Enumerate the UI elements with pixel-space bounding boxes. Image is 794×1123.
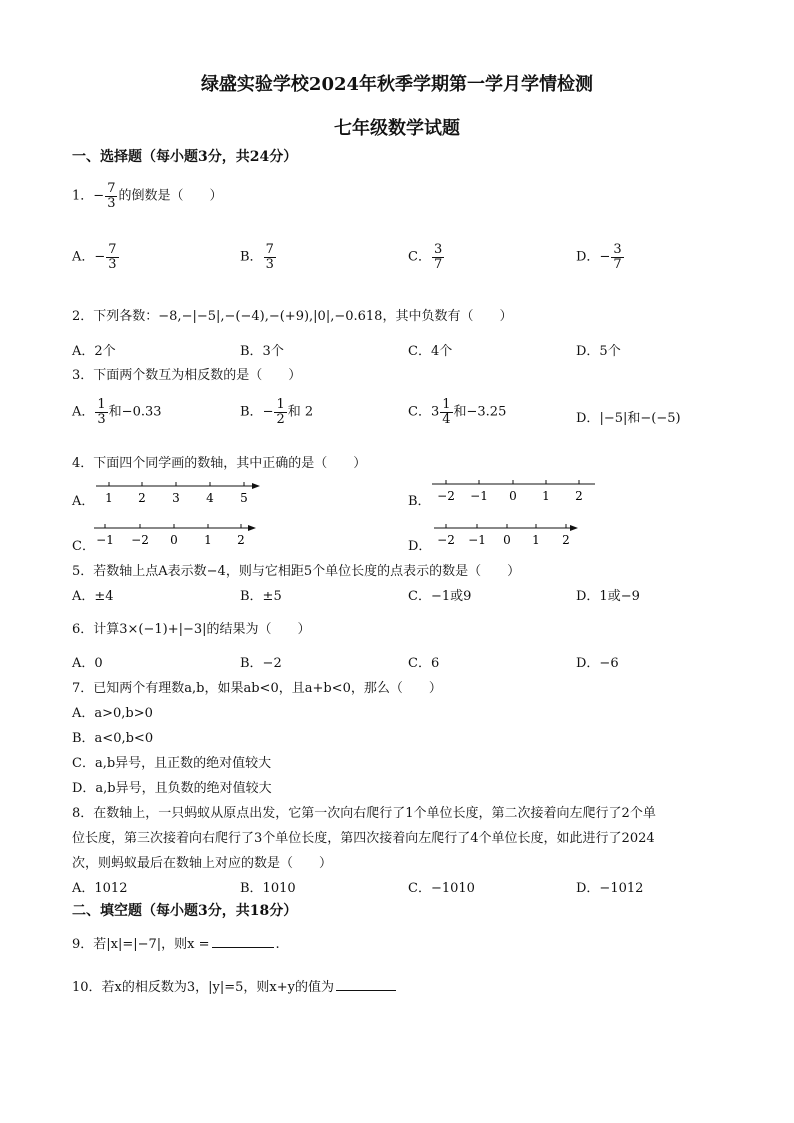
q3-option-c[interactable] (408, 398, 506, 426)
q1-option-d[interactable] (576, 243, 625, 271)
question-9 (72, 933, 280, 952)
denominator: 3 (108, 256, 117, 272)
question-text: 10．若x的相反数为3，|y|=5，则x+y的值为 (72, 980, 334, 995)
tick-label: 1 (542, 489, 550, 503)
question-number: 1． (72, 188, 94, 204)
question-8-line-2: 位长度，第三次接着向右爬行了3个单位长度，第四次接着向左爬行了4个单位长度，如此进行了2024 (72, 831, 655, 846)
q7-option-d[interactable]: D．a,b异号，且负数的绝对值较大 (72, 781, 272, 796)
tick-label: 2 (562, 533, 570, 547)
q5-option-c[interactable]: C．−1或9 (408, 589, 472, 604)
option-sign: − (262, 404, 274, 420)
q6-option-c[interactable]: C．6 (408, 656, 440, 671)
tick-label: −1 (96, 533, 114, 547)
q1-option-c[interactable] (408, 243, 445, 271)
q2-option-c[interactable]: C．4个 (408, 344, 453, 359)
question-8-line-3: 次，则蚂蚁最后在数轴上对应的数是（ ） (72, 856, 333, 871)
q6-option-a[interactable]: A．0 (72, 656, 103, 671)
tick-label: 1 (532, 533, 540, 547)
option-label: D． (576, 411, 600, 426)
option-fraction (440, 398, 452, 426)
option-label: D． (576, 249, 600, 265)
option-label: A． (72, 249, 95, 265)
option-fraction (264, 243, 276, 271)
exam-title: 绿盛实验学校2024年秋季学期第一学月学情检测 (200, 74, 594, 95)
option-fraction (611, 243, 623, 271)
option-text: 和−3.25 (453, 404, 507, 420)
tick-label: −2 (437, 533, 455, 547)
tick-label: −1 (470, 489, 488, 503)
q5-option-b[interactable]: B．±5 (240, 589, 282, 604)
q5-option-d[interactable]: D．1或−9 (576, 589, 640, 604)
q3-option-a[interactable] (72, 398, 162, 426)
option-fraction (106, 243, 118, 271)
question-3-stem: 3．下面两个数互为相反数的是（ ） (72, 368, 302, 383)
question-text: 的倒数是（ ） (118, 188, 223, 204)
tick-label: 0 (170, 533, 178, 547)
option-label: C． (408, 404, 431, 420)
answer-blank[interactable] (212, 947, 274, 948)
numerator: 7 (108, 242, 117, 257)
tick-label: 0 (503, 533, 511, 547)
question-8-line-1: 8．在数轴上，一只蚂蚁从原点出发，它第一次向右爬行了1个单位长度，第二次接着向左爬行了2个单 (72, 806, 656, 821)
tick-label: −1 (468, 533, 486, 547)
denominator: 4 (442, 411, 451, 427)
arrow-head (252, 483, 260, 489)
q4-number-line-c (92, 520, 262, 550)
q5-option-a[interactable]: A．±4 (72, 589, 114, 604)
q7-option-b[interactable]: B．a<0,b<0 (72, 731, 154, 746)
q6-option-b[interactable]: B．−2 (240, 656, 282, 671)
denominator: 3 (265, 256, 274, 272)
tick-label: −2 (437, 489, 455, 503)
question-1-stem (72, 182, 222, 210)
q8-option-c[interactable]: C．−1010 (408, 881, 475, 896)
question-5-stem: 5．若数轴上点A表示数−4，则与它相距5个单位长度的点表示的数是（ ） (72, 564, 521, 579)
option-sign: − (599, 249, 611, 265)
numerator: 7 (107, 181, 116, 196)
section-heading-choice: 一、选择题（每小题3分，共24分） (72, 149, 298, 165)
numerator: 7 (265, 242, 274, 257)
q4-number-line-a (94, 478, 264, 508)
option-text: 和−0.33 (108, 404, 162, 420)
question-text: 9．若|x|=|−7|，则x = (72, 937, 210, 952)
fraction (105, 182, 117, 210)
q4-number-line-d (432, 520, 592, 550)
q4-option-d-label[interactable]: D． (408, 539, 432, 554)
question-2-stem: 2．下列各数：−8,−|−5|,−(−4),−(+9),|0|,−0.618，其中负数有（ ） (72, 309, 513, 324)
q4-number-line-b (430, 476, 600, 506)
q3-option-b[interactable] (240, 398, 313, 426)
question-10 (72, 976, 396, 995)
q2-option-d[interactable]: D．5个 (576, 344, 621, 359)
denominator: 3 (97, 411, 106, 427)
tick-label: 2 (138, 491, 146, 505)
numerator: 3 (613, 242, 622, 257)
numerator: 1 (442, 397, 451, 412)
section-heading-fill-in: 二、填空题（每小题3分，共18分） (72, 903, 298, 919)
arrow-head (248, 525, 256, 531)
q1-option-a[interactable] (72, 243, 120, 271)
tick-label: 3 (172, 491, 180, 505)
denominator: 3 (107, 195, 116, 211)
q7-option-c[interactable]: C．a,b异号，且正数的绝对值较大 (72, 756, 272, 771)
q4-option-c-label[interactable]: C． (72, 539, 95, 554)
tick-label: 2 (237, 533, 245, 547)
option-fraction (432, 243, 444, 271)
option-fraction (95, 398, 107, 426)
denominator: 7 (433, 256, 443, 272)
tick-label: 1 (105, 491, 113, 505)
tick-label: 2 (575, 489, 583, 503)
arrow-head (570, 525, 578, 531)
q1-option-b[interactable] (240, 243, 277, 271)
question-7-stem: 7．已知两个有理数a,b，如果ab<0，且a+b<0，那么（ ） (72, 681, 442, 696)
question-4-stem: 4．下面四个同学画的数轴，其中正确的是（ ） (72, 456, 367, 471)
q7-option-a[interactable]: A．a>0,b>0 (72, 706, 153, 721)
tick-label: 0 (509, 489, 517, 503)
minus-sign: − (93, 188, 105, 204)
option-label: C． (408, 249, 431, 265)
tick-label: −2 (131, 533, 149, 547)
option-label: B． (240, 249, 263, 265)
exam-subtitle: 七年级数学试题 (334, 118, 460, 139)
answer-blank[interactable] (336, 990, 396, 991)
q8-option-a[interactable]: A．1012 (72, 881, 128, 896)
q8-option-b[interactable]: B．1010 (240, 881, 296, 896)
option-label: A． (72, 404, 95, 420)
q3-option-d[interactable] (576, 407, 681, 426)
question-6-stem: 6．计算3×(−1)+|−3|的结果为（ ） (72, 622, 311, 637)
q6-option-d[interactable]: D．−6 (576, 656, 619, 671)
tick-label: 4 (206, 491, 214, 505)
q8-option-d[interactable]: D．−1012 (576, 881, 644, 896)
denominator: 2 (276, 411, 285, 427)
tick-label: 5 (240, 491, 248, 505)
numerator: 1 (276, 397, 285, 412)
tick-label: 1 (204, 533, 212, 547)
option-fraction (274, 398, 286, 426)
q2-option-b[interactable]: B．3个 (240, 344, 284, 359)
option-text: |−5|和−(−5) (599, 411, 681, 426)
question-text-end: . (275, 937, 280, 952)
option-label: B． (240, 404, 263, 420)
denominator: 7 (613, 256, 622, 272)
q4-option-a-label[interactable]: A． (72, 494, 95, 509)
q2-option-a[interactable]: A．2个 (72, 344, 116, 359)
numerator: 3 (433, 242, 443, 257)
mixed-integer: 3 (430, 404, 440, 420)
numerator: 1 (97, 397, 106, 412)
option-text: 和 2 (287, 404, 314, 420)
q4-option-b-label[interactable]: B． (408, 494, 431, 509)
option-sign: − (94, 249, 106, 265)
